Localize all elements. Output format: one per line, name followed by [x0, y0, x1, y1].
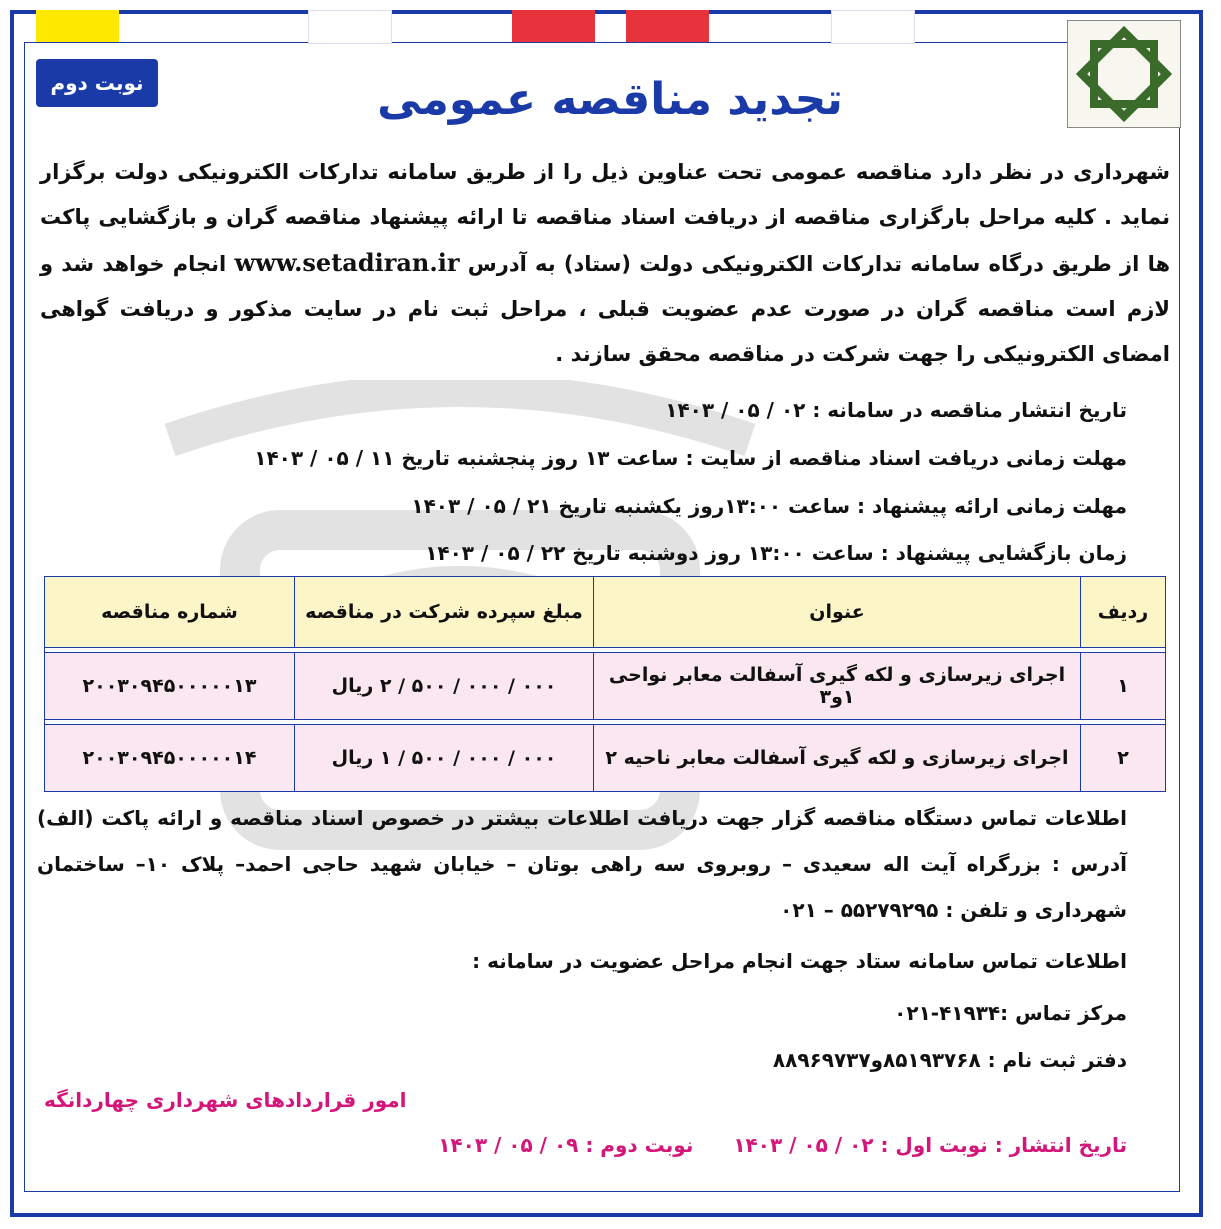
- doc-deadline: مهلت زمانی دریافت اسناد مناقصه از سایت : ساعت ۱۳ روز پنجشنبه تاریخ ۱۱ / ۰۵ / ۱۴۰۳: [254, 446, 1127, 470]
- tender-title: اجرای زیرسازی و لکه گیری آسفالت معابر ناحیه ۲: [594, 725, 1081, 792]
- edition-badge: نوبت دوم: [36, 59, 158, 107]
- intro-text: شهرداری در نظر دارد مناقصه عمومی تحت عناوین ذیل را از طریق سامانه تدارکات الکترونیکی دولت برگزار نماید . کلیه مراحل بارگزاری مناقصه از دریافت اسناد مناقصه تا ارائه پیشنهاد مناقصه گران و بازگشایی پاکت ها از طریق درگاه سامانه تدارکات الکترونیکی دولت (ستاد) به آدرس: [40, 160, 1171, 276]
- deposit-amount: ۰۰۰ / ۰۰۰ / ۵۰۰ / ۲ ریال: [295, 653, 594, 720]
- color-strip-white: [831, 10, 915, 44]
- color-strip-red: [512, 10, 595, 42]
- color-strip-yellow: [36, 10, 119, 42]
- intro-text-continued: انجام خواهد شد و لازم است مناقصه گران در صورت عدم عضویت قبلی ، مراحل ثبت نام در سایت مذکور و دریافت گواهی امضای الکترونیکی را جهت شرکت در مناقصه محقق سازند .: [40, 252, 1170, 366]
- row-number: ۱: [1081, 653, 1166, 720]
- tender-title: اجرای زیرسازی و لکه گیری آسفالت معابر نواحی ۱و۳: [594, 653, 1081, 720]
- publication-first: تاریخ انتشار : نوبت اول : ۰۲ / ۰۵ / ۱۴۰۳: [733, 1133, 1127, 1157]
- table-row: [45, 653, 1166, 720]
- offer-deadline: مهلت زمانی ارائه پیشنهاد : ساعت ۱۳:۰۰روز یکشنبه تاریخ ۲۱ / ۰۵ / ۱۴۰۳: [411, 494, 1127, 518]
- opening-date: زمان بازگشایی پیشنهاد : ساعت ۱۳:۰۰ روز دوشنبه تاریخ ۲۲ / ۰۵ / ۱۴۰۳: [425, 541, 1127, 565]
- table-header-row: [45, 577, 1166, 648]
- col-header-title: عنوان: [594, 577, 1081, 648]
- tender-table: [44, 576, 1166, 792]
- col-header-tender-number: شماره مناقصه: [45, 577, 295, 648]
- setad-url[interactable]: www.setadiran.ir: [234, 248, 460, 277]
- color-strip-white: [308, 10, 392, 44]
- tender-number: ۲۰۰۳۰۹۴۵۰۰۰۰۰۱۳: [45, 653, 295, 720]
- col-header-deposit: مبلغ سپرده شرکت در مناقصه: [295, 577, 594, 648]
- intro-paragraph: [40, 150, 1170, 377]
- page-title: تجدید مناقصه عمومی: [377, 74, 843, 125]
- call-center: مرکز تماس :۴۱۹۳۴-۰۲۱: [894, 1001, 1127, 1025]
- contact-info: اطلاعات تماس دستگاه مناقصه گزار جهت دریافت اطلاعات بیشتر در خصوص اسناد مناقصه و ارائه پاکت (الف) آدرس : بزرگراه آیت اله سعیدی – روبروی سه راهی بوتان – خیابان شهید حاجی احمد– پلاک ۱۰– ساختمان شهرداری و تلفن : ۵۵۲۷۹۲۹۵ – ۰۲۱: [37, 806, 1127, 922]
- tender-number: ۲۰۰۳۰۹۴۵۰۰۰۰۰۱۴: [45, 725, 295, 792]
- table-row: [45, 725, 1166, 792]
- col-header-row-number: ردیف: [1081, 577, 1166, 648]
- publication-dates: [398, 1133, 1127, 1157]
- municipality-logo-icon: [1076, 26, 1172, 122]
- signature: امور قراردادهای شهرداری چهاردانگه: [44, 1088, 407, 1112]
- publication-second: نوبت دوم : ۰۹ / ۰۵ / ۱۴۰۳: [438, 1133, 694, 1157]
- color-strip-red: [626, 10, 709, 42]
- registration-office: دفتر ثبت نام : ۸۵۱۹۳۷۶۸و۸۸۹۶۹۷۳۷: [772, 1048, 1127, 1072]
- row-number: ۲: [1081, 725, 1166, 792]
- municipality-logo: [1067, 20, 1181, 128]
- deposit-amount: ۰۰۰ / ۰۰۰ / ۵۰۰ / ۱ ریال: [295, 725, 594, 792]
- setad-contact-info: اطلاعات تماس سامانه ستاد جهت انجام مراحل عضویت در سامانه :: [472, 949, 1127, 973]
- publish-date: تاریخ انتشار مناقصه در سامانه : ۰۲ / ۰۵ / ۱۴۰۳: [665, 398, 1127, 422]
